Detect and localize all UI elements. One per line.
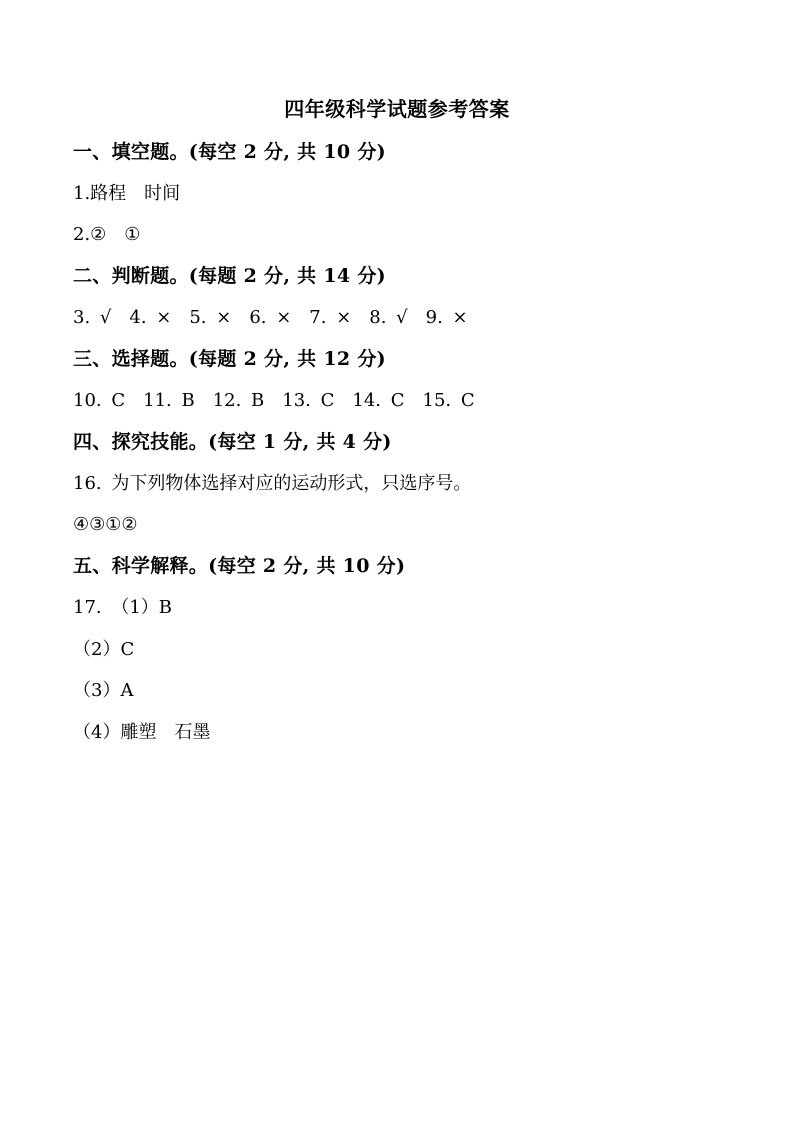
answer-line-16-question: 16. 为下列物体选择对应的运动形式，只选序号。 [73, 473, 472, 494]
section-heading-inquiry-skills: 四、探究技能。(每空 1 分, 共 4 分) [73, 431, 392, 453]
answer-line-16-sequence: ④③①② [73, 514, 138, 535]
section-heading-true-false: 二、判断题。(每题 2 分, 共 14 分) [73, 265, 386, 287]
document-title: 四年级科学试题参考答案 [284, 97, 510, 121]
section-heading-science-explanation: 五、科学解释。(每空 2 分, 共 10 分) [73, 555, 406, 577]
section-heading-fill-in-blanks: 一、填空题。(每空 2 分, 共 10 分) [73, 141, 386, 163]
answer-line-3-9: 3. √ 4. × 5. × 6. × 7. × 8. √ 9. × [73, 307, 468, 328]
answer-line-17-2: （2）C [73, 639, 135, 660]
section-heading-multiple-choice: 三、选择题。(每题 2 分, 共 12 分) [73, 348, 386, 370]
answer-line-17-1: 17. （1）B [73, 597, 173, 618]
answer-line-17-4: （4）雕塑 石墨 [73, 722, 211, 743]
answer-line-2: 2.② ① [73, 224, 141, 245]
answer-line-10-15: 10. C 11. B 12. B 13. C 14. C 15. C [73, 390, 475, 411]
answer-line-1: 1.路程 时间 [73, 183, 181, 204]
answer-line-17-3: （3）A [73, 680, 134, 701]
